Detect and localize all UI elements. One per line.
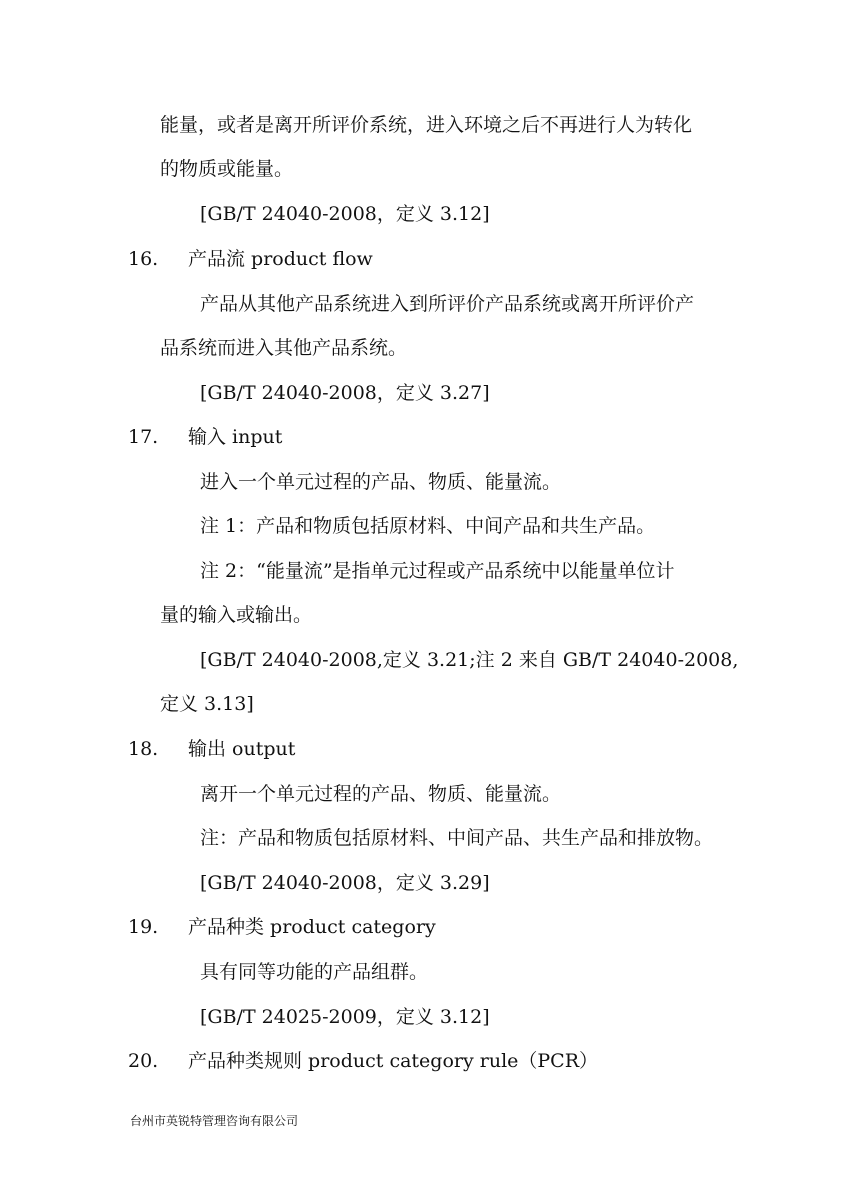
reference-citation: [GB/T 24025-2009，定义 3.12] xyxy=(200,1006,490,1028)
term-title: 输入 input xyxy=(188,426,283,448)
definition-text: 进入一个单元过程的产品、物质、能量流。 xyxy=(200,471,562,493)
note-text: 注 1：产品和物质包括原材料、中间产品和共生产品。 xyxy=(200,515,656,537)
reference-citation: [GB/T 24040-2008，定义 3.12] xyxy=(200,203,490,225)
body-text: 的物质或能量。 xyxy=(160,158,294,180)
body-text: 能量，或者是离开所评价系统，进入环境之后不再进行人为转化 xyxy=(160,114,693,136)
note-text: 量的输入或输出。 xyxy=(160,604,313,626)
definition-text: 具有同等功能的产品组群。 xyxy=(200,961,429,983)
definition-text: 产品从其他产品系统进入到所评价产品系统或离开所评价产 xyxy=(200,293,695,315)
term-number: 17. xyxy=(128,426,159,448)
note-text: 注：产品和物质包括原材料、中间产品、共生产品和排放物。 xyxy=(200,827,714,849)
definition-text: 品系统而进入其他产品系统。 xyxy=(160,337,408,359)
reference-citation: [GB/T 24040-2008,定义 3.21;注 2 来自 GB/T 24040-2008, xyxy=(200,649,739,671)
term-title: 产品流 product flow xyxy=(188,248,373,270)
term-number: 16. xyxy=(128,248,159,270)
definition-text: 离开一个单元过程的产品、物质、能量流。 xyxy=(200,783,562,805)
reference-citation: [GB/T 24040-2008，定义 3.29] xyxy=(200,872,490,894)
term-title: 产品种类规则 product category rule（PCR） xyxy=(188,1050,599,1072)
term-title: 输出 output xyxy=(188,738,296,760)
term-title: 产品种类 product category xyxy=(188,916,436,938)
term-number: 19. xyxy=(128,916,159,938)
footer-company-name: 台州市英锐特管理咨询有限公司 xyxy=(130,1114,299,1128)
term-number: 20. xyxy=(128,1050,159,1072)
note-text: 注 2：“能量流”是指单元过程或产品系统中以能量单位计 xyxy=(200,560,675,582)
reference-citation: [GB/T 24040-2008，定义 3.27] xyxy=(200,382,490,404)
reference-citation: 定义 3.13] xyxy=(160,693,254,715)
term-number: 18. xyxy=(128,738,159,760)
